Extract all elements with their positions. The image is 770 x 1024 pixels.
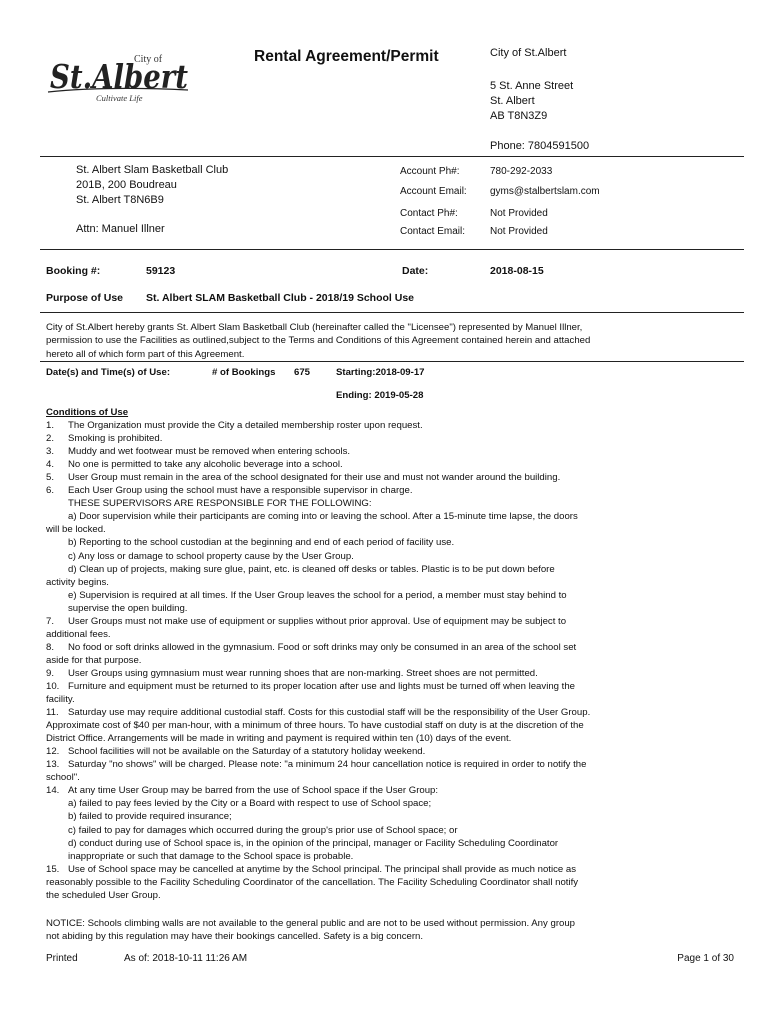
condition-text: e) Supervision is required at all times. If the User Group leaves the school for a period, a member must stay behind to [68,589,567,601]
printed-timestamp: As of: 2018-10-11 11:26 AM [124,953,248,964]
grant-statement [46,321,736,361]
condition-line [46,680,736,693]
notice-line: NOTICE: Schools climbing walls are not available to the general public and are not to be used without permission. Any group [46,918,576,929]
condition-number: 1. [46,420,55,432]
logo-name: St.Albert [50,57,188,96]
condition-line [46,589,736,602]
condition-line [46,419,736,432]
condition-text: Use of School space may be cancelled at anytime by the School principal. The principal shall provide as much notice as [68,863,577,875]
divider [40,249,744,250]
condition-text: No one is permitted to take any alcoholic beverage into a school. [68,459,343,471]
condition-line [46,876,736,889]
condition-text: activity begins. [46,576,109,588]
condition-number: 8. [46,641,55,653]
condition-line [46,654,736,667]
condition-number: 2. [46,433,55,445]
booking-label: Booking #: [46,265,101,277]
starting-date: Starting:2018-09-17 [336,367,425,378]
city-address-line: AB T8N3Z9 [490,110,548,122]
condition-text: the scheduled User Group. [46,889,161,901]
condition-text: Smoking is prohibited. [68,433,163,445]
printed-label: Printed [46,953,78,964]
condition-number: 7. [46,615,55,627]
condition-text: District Office. Arrangements will be made in writing and payment is required within ten (10) days of the event. [46,733,512,745]
ending-date: Ending: 2019-05-28 [336,390,424,401]
condition-line [46,602,736,615]
condition-text: additional fees. [46,628,111,640]
condition-line [46,850,736,863]
condition-line [46,837,736,850]
condition-line [46,797,736,810]
condition-text: reasonably possible to the Facility Scheduling Coordinator of the cancellation. The Facility Scheduling Coordinator shall notify [46,876,579,888]
condition-number: 9. [46,667,55,679]
condition-line [46,863,736,876]
condition-number: 12. [46,746,60,758]
condition-text: The Organization must provide the City a detailed membership roster upon request. [68,420,423,432]
condition-line [46,771,736,784]
contact-email-label: Contact Email: [400,226,466,237]
divider [40,361,744,362]
condition-line [46,824,736,837]
divider [40,156,744,157]
condition-text: User Groups must not make use of equipment or supplies without prior approval. Use of equipment may be subject to [68,615,567,627]
condition-text: No food or soft drinks allowed in the gymnasium. Food or soft drinks may only be consumed in an area of the school set [68,641,577,653]
city-phone: Phone: 7804591500 [490,140,590,152]
condition-number: 14. [46,785,60,797]
purpose-label: Purpose of Use [46,292,124,304]
condition-text: Muddy and wet footwear must be removed when entering schools. [68,446,351,458]
condition-line [46,615,736,628]
condition-text: User Groups using gymnasium must wear running shoes that are non-marking. Street shoes are not permitted. [68,667,538,679]
condition-text: Approximate cost of $40 per man-hour, with a minimum of three hours. To have custodial staff on duty is at the discretion of the [46,720,584,732]
conditions-title: Conditions of Use [46,407,129,418]
condition-line [46,550,736,563]
condition-line [46,693,736,706]
condition-line [46,497,736,510]
condition-text: b) failed to provide required insurance; [68,811,232,823]
bookings-count: 675 [294,367,311,378]
condition-text: b) Reporting to the school custodian at the beginning and end of each period of facility use. [68,537,455,549]
page-title: Rental Agreement/Permit [254,48,439,65]
city-name: City of St.Albert [490,47,567,59]
condition-number: 13. [46,759,60,771]
condition-line [46,471,736,484]
condition-number: 11. [46,707,59,719]
condition-number: 6. [46,485,55,497]
condition-text: supervise the open building. [68,602,188,614]
logo-tagline: Cultivate Life [96,93,143,103]
condition-line [46,745,736,758]
grant-line: hereto all of which form part of this Agreement. [46,348,245,360]
notice [46,917,736,943]
city-address-line: 5 St. Anne Street [490,80,574,92]
condition-line [46,432,736,445]
condition-text: facility. [46,694,75,706]
condition-text: will be locked. [46,524,106,536]
condition-text: d) conduct during use of School space is, in the opinion of the principal, manager or Facility Scheduling Coordinator [68,837,559,849]
date-value: 2018-08-15 [490,265,544,277]
condition-line [46,732,736,745]
condition-line [46,719,736,732]
condition-text: a) Door supervision while their participants are coming into or leaving the school. After a 15-minute time lapse, the doors [68,511,578,523]
city-logo [46,46,196,104]
account-phone-label: Account Ph#: [400,166,460,177]
condition-line [46,628,736,641]
contact-phone-value: Not Provided [490,208,548,219]
condition-line [46,510,736,523]
condition-text: c) Any loss or damage to school property cause by the User Group. [68,550,354,562]
condition-line [46,784,736,797]
condition-line [46,641,736,654]
condition-line [46,458,736,471]
condition-text: Saturday "no shows" will be charged. Please note: "a minimum 24 hour cancellation notice is required in order to notify the [68,759,587,771]
condition-text: aside for that purpose. [46,654,142,666]
account-email-label: Account Email: [400,186,467,197]
condition-text: a) failed to pay fees levied by the City or a Board with respect to use of School space; [68,798,432,810]
condition-line [46,810,736,823]
condition-line [46,523,736,536]
conditions-of-use [46,406,736,902]
condition-text: School facilities will not be available on the Saturday of a statutory holiday weekend. [68,746,426,758]
condition-text: At any time User Group may be barred from the use of School space if the User Group: [68,785,439,797]
condition-line [46,667,736,680]
city-address-line: St. Albert [490,95,535,107]
condition-text: THESE SUPERVISORS ARE RESPONSIBLE FOR THE FOLLOWING: [68,498,372,510]
conditions-list [46,419,736,902]
notice-line: not abiding by this regulation may have their bookings cancelled. Safety is a big concern. [46,931,424,943]
condition-number: 5. [46,472,55,484]
booking-number: 59123 [146,265,176,277]
date-label: Date: [402,265,429,277]
condition-number: 10. [46,680,60,692]
grant-line: City of St.Albert hereby grants St. Albert Slam Basketball Club (hereinafter called the "Licensee") represented by Manuel Illner, [46,322,583,333]
dates-label: Date(s) and Time(s) of Use: [46,367,171,378]
condition-text: Saturday use may require additional custodial staff. Costs for this custodial staff will be the responsibility of the User Group. [68,707,591,719]
divider [40,312,744,313]
condition-line [46,576,736,589]
contact-email-value: Not Provided [490,226,548,237]
condition-number: 15. [46,863,60,875]
condition-line [46,563,736,576]
purpose-value: St. Albert SLAM Basketball Club - 2018/19 School Use [146,292,415,304]
account-phone-value: 780-292-2033 [490,166,553,177]
grant-line: permission to use the Facilities as outlined,subject to the Terms and Conditions of this Agreement contained herein and attached [46,335,591,347]
page-number: Page 1 of 30 [677,953,734,964]
condition-number: 4. [46,459,55,471]
condition-line [46,758,736,771]
licensee-attn: Attn: Manuel Illner [76,223,165,235]
condition-line [46,445,736,458]
condition-text: Each User Group using the school must have a responsible supervisor in charge. [68,485,413,497]
bookings-label: # of Bookings [212,367,276,378]
condition-text: Furniture and equipment must be returned to its proper location after use and lights must be turned off when leaving the [68,680,575,692]
condition-line [46,536,736,549]
licensee-address-line: St. Albert T8N6B9 [76,194,164,206]
condition-text: c) failed to pay for damages which occurred during the group's prior use of School space; or [68,824,458,836]
condition-text: school". [46,772,80,784]
logo-city-of: City of [134,54,163,65]
licensee-name: St. Albert Slam Basketball Club [76,164,229,176]
condition-text: d) Clean up of projects, making sure glue, paint, etc. is cleaned off desks or tables. Plastic is to be put down before [68,563,555,575]
contact-phone-label: Contact Ph#: [400,208,458,219]
condition-line [46,889,736,902]
account-email-value: gyms@stalbertslam.com [490,186,600,197]
licensee-address-line: 201B, 200 Boudreau [76,179,177,191]
condition-text: User Group must remain in the area of the school designated for their use and must not wander around the building. [68,472,561,484]
condition-number: 3. [46,446,55,458]
condition-line [46,706,736,719]
condition-line [46,484,736,497]
condition-text: inappropriate or such that damage to the School space is probable. [68,850,354,862]
